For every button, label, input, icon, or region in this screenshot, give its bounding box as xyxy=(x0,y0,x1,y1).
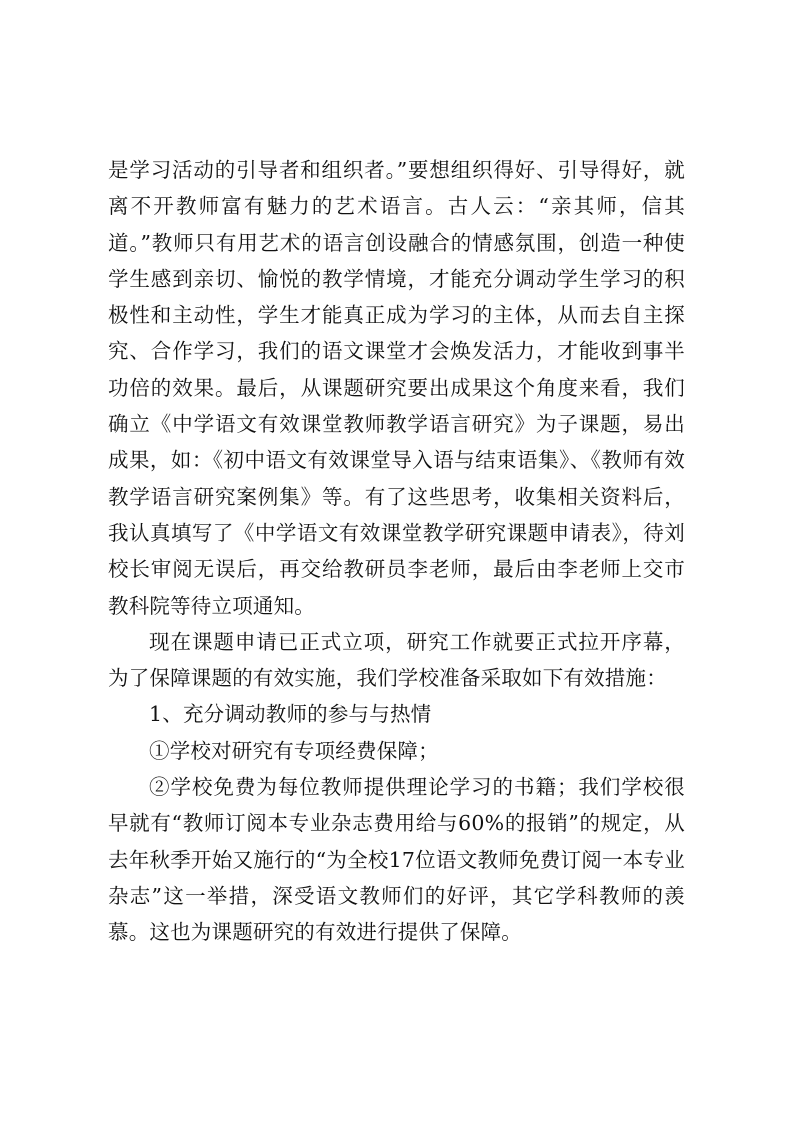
paragraph-5-list-item: ②学校免费为每位教师提供理论学习的书籍；我们学校很早就有“教师订阅本专业杂志费用给与60%的报销”的规定，从去年秋季开始又施行的“为全校17位语文教师免费订阅一本专业杂志”这一举措，深受语文教师们的好评，其它学科教师的羡慕。这也为课题研究的有效进行提供了保障。 xyxy=(108,775,685,945)
paragraph-4-list-item: ①学校对研究有专项经费保障； xyxy=(149,738,439,763)
paragraph-2: 现在课题申请已正式立项，研究工作就要正式拉开序幕，为了保障课题的有效实施，我们学校准备采取如下有效措施： xyxy=(108,629,685,691)
paragraph-1: 是学习活动的引导者和组织者。”要想组织得好、引导得好，就离不开教师富有魅力的艺术语言。古人云：“亲其师，信其道。”教师只有用艺术的语言创设融合的情感氛围，创造一种使学生感到亲切、愉悦的教学情境，才能充分调动学生学习的积极性和主动性，学生才能真正成为学习的主体，从而去自主探究、合作学习，我们的语文课堂才会焕发活力，才能收到事半功倍的效果。最后，从课题研究要出成果这个角度来看，我们确立《中学语文有效课堂教师教学语言研究》为子课题，易出成果，如：《初中语文有效课堂导入语与结束语集》、《教师有效教学语言研究案例集》等。有了这些思考，收集相关资料后，我认真填写了《中学语文有效课堂教学研究课题申请表》，待刘校长审阅无误后，再交给教研员李老师，最后由李老师上交市教科院等待立项通知。 xyxy=(108,158,685,618)
document-body xyxy=(108,152,685,951)
paragraph-3-heading: 1、充分调动教师的参与与热情 xyxy=(149,702,432,727)
